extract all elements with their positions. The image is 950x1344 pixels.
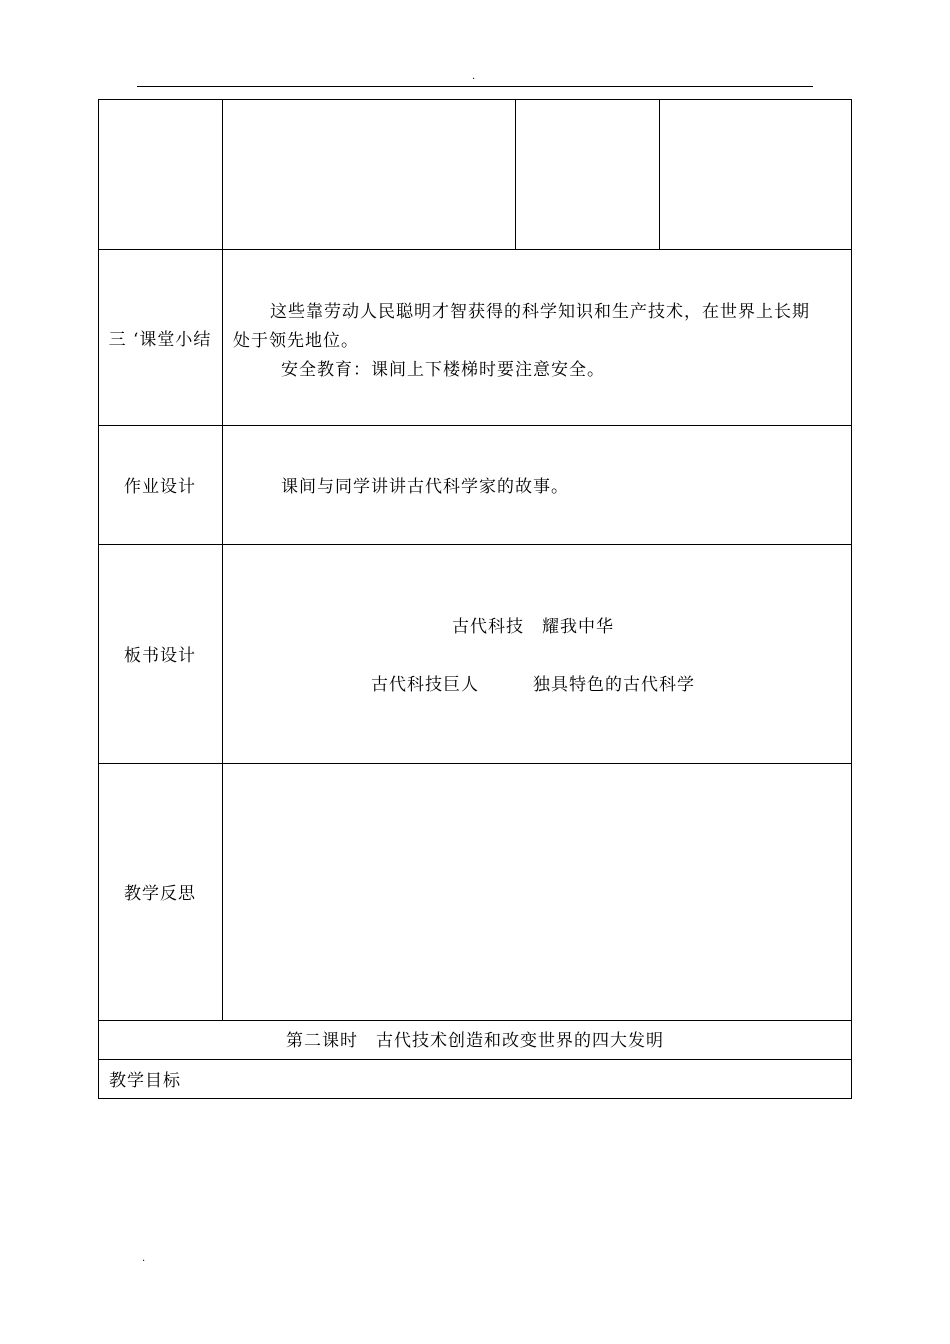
board-title: 古代科技 耀我中华: [452, 617, 614, 637]
header-mark: .: [472, 71, 476, 82]
header-rule: [137, 86, 813, 87]
lesson2-title: 第二课时 古代技术创造和改变世界的四大发明: [286, 1031, 664, 1051]
summary-line-2: 处于领先地位。: [233, 331, 359, 351]
board-right-item: 独具特色的古代科学: [533, 675, 695, 695]
table-border-right: [851, 99, 852, 1099]
table-border-bottom: [98, 1098, 852, 1099]
objectives-label: 教学目标: [109, 1071, 181, 1091]
row-divider: [98, 249, 852, 250]
safety-note: 安全教育：课间上下楼梯时要注意安全。: [281, 360, 605, 380]
board-label: 板书设计: [124, 646, 196, 666]
row-divider: [98, 425, 852, 426]
board-left-item: 古代科技巨人: [371, 675, 479, 695]
row-divider: [98, 1020, 852, 1021]
top-row-divider-b: [659, 99, 660, 250]
footer-mark: .: [142, 1253, 146, 1264]
summary-label: 三 ‘课堂小结: [108, 330, 212, 350]
row-divider: [98, 763, 852, 764]
summary-line-1: 这些靠劳动人民聪明才智获得的科学知识和生产技术，在世界上长期: [270, 302, 810, 322]
homework-text: 课间与同学讲讲古代科学家的故事。: [281, 477, 569, 497]
label-column-divider: [222, 99, 223, 1021]
homework-label: 作业设计: [124, 477, 196, 497]
reflection-label: 教学反思: [124, 884, 196, 904]
table-border-top: [98, 99, 852, 100]
row-divider: [98, 544, 852, 545]
top-row-divider-a: [515, 99, 516, 250]
table-border-left: [98, 99, 99, 1099]
row-divider: [98, 1059, 852, 1060]
